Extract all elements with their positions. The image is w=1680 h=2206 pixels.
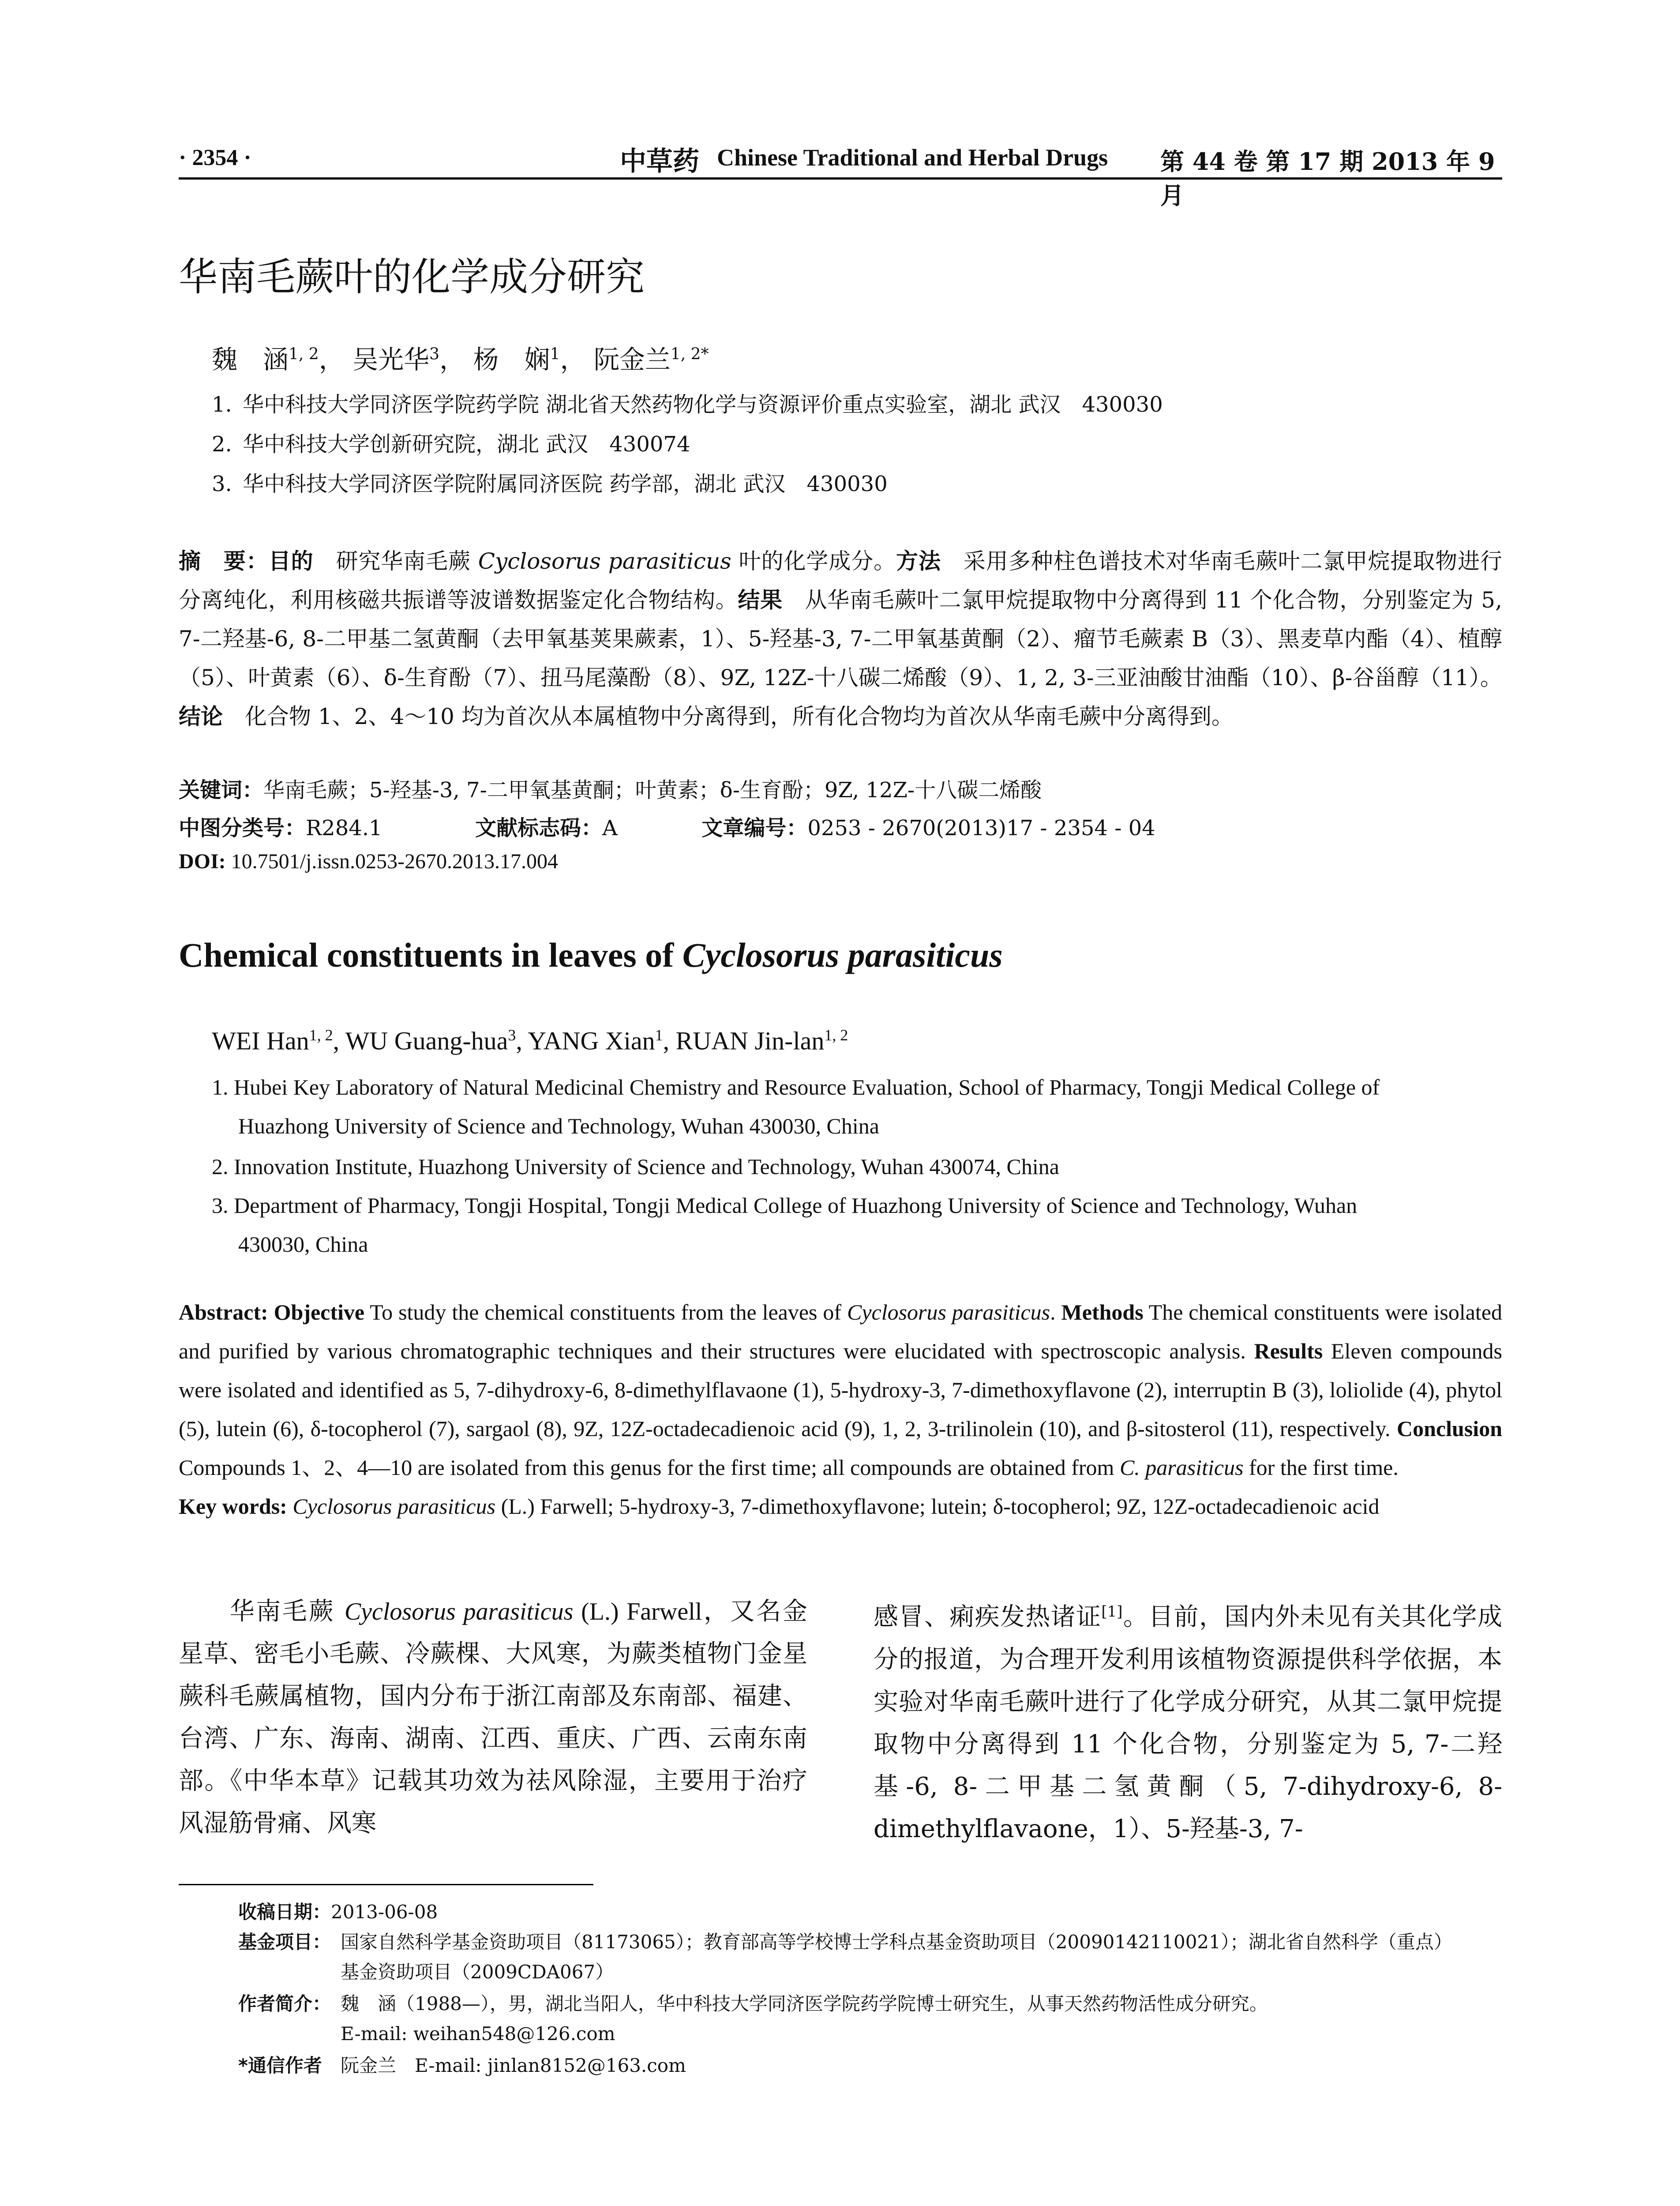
conclusion-label: 结论 xyxy=(179,704,223,729)
author-en: WEI Han xyxy=(212,1026,309,1055)
species-name: C. parasiticus xyxy=(1119,1455,1244,1480)
running-header xyxy=(179,140,1502,210)
keywords-cn: 关键词：华南毛蕨；5-羟基-3, 7-二甲氧基黄酮；叶黄素；δ-生育酚；9Z, 12Z-十八碳二烯酸 xyxy=(179,778,1042,803)
author-affil-sup: 1, 2* xyxy=(670,345,709,364)
authors-cn: 魏 涵$^{1, 2}$， 吴光华$^3$， 杨 娴$^1$， 阮金兰$^{1, 2*}$ xyxy=(212,345,709,375)
objective-label: 目的 xyxy=(268,548,314,574)
journal-issue: 第 44 卷 第 17 期 2013 年 9 月 xyxy=(1160,147,1495,210)
author-cn: 阮金兰 xyxy=(593,345,671,375)
doc-code: A xyxy=(602,816,618,840)
conclusion-label: Conclusion xyxy=(1397,1416,1502,1441)
title-en: Chemical constituents in leaves of Cyclosorus parasiticus xyxy=(179,936,1003,974)
author-email[interactable]: E-mail: weihan548@126.com xyxy=(341,2023,615,2045)
objective-label: Objective xyxy=(274,1300,365,1324)
abstract-cn: 摘 要：目的 研究华南毛蕨 Cyclosorus parasiticus 叶的化学成分。方法 采用多种柱色谱技术对华南毛蕨叶二氯甲烷提取物进行分离纯化，利用核磁共振谱等波谱数据鉴定化合物结构。结果 从华南毛蕨叶二氯甲烷提取物中分离得到 11 个化合物，分别鉴定为 5, 7-二羟基-6, 8-二甲基二氢黄酮（去甲氧基荚果蕨素，1）、5-羟基-3, 7-二甲氧基黄酮（2）、瘤节毛蕨素 B（3）、黑麦草内酯（4）、植醇（5）、叶黄素（6）、δ-生育酚（7）、扭马尾藻酚（8）、9Z, 12Z-十八碳二烯酸（9）、1, 2, 3-三亚油酸甘油酯（10）、β-谷甾醇（11）。结论 化合物 1、2、4～10 均为首次从本属植物中分离得到，所有化合物均为首次从华南毛蕨中分离得到。 xyxy=(179,548,1503,729)
article-number: 0253 - 2670(2013)17 - 2354 - 04 xyxy=(807,816,1155,840)
clc-number: R284.1 xyxy=(306,816,382,840)
keywords-en-label: Key words: xyxy=(179,1494,287,1519)
authors-en: WEI Han$^{1, 2}$, WU Guang-hua$^3$, YANG Xian$^1$, RUAN Jin-lan$^{1, 2}$ xyxy=(212,1026,848,1055)
footnote-author-label: 作者简介： xyxy=(238,1993,331,2015)
author-en: RUAN Jin-lan xyxy=(675,1026,825,1055)
species-name: Cyclosorus parasiticus xyxy=(847,1300,1050,1324)
footnote-divider xyxy=(179,1884,593,1885)
results-label: 结果 xyxy=(738,587,783,613)
footnote-fund: 国家自然科学基金资助项目（81173065）；教育部高等学校博士学科点基金资助项目（20090142110021）；湖北省自然科学（重点） 基金资助项目（2009CDA067） xyxy=(341,1931,1452,1983)
classification-line: 中图分类号：R284.1 文献标志码：A 文章编号：0253 - 2670(2013)17 - 2354 - 04 xyxy=(179,816,1155,840)
author-affil-sup: 3 xyxy=(508,1026,516,1044)
methods-label: Methods xyxy=(1061,1300,1144,1324)
doi-value[interactable]: 10.7501/j.issn.0253-2670.2013.17.004 xyxy=(225,850,559,873)
abstract-en: Abstract: Objective To study the chemical constituents from the leaves of Cyclosorus parasiticus. Methods The chemical constituents were isolated and purified by various chromatographic techniques and their structures were elucidated with spectroscopic analysis. Results Eleven compounds were isolated and identified as 5, 7-dihydroxy-6, 8-dimethylflavaone (1), 5-hydroxy-3, 7-dimethoxyflavone (2), interruptin B (3), loliolide (4), phytol (5), lutein (6), δ-tocopherol (7), sargaol (8), 9Z, 12Z-octadecadienoic acid (9), 1, 2, 3-trilinolein (10), and β-sitosterol (11), respectively. Conclusion Compounds 1、2、4—10 are isolated from this genus for the first time; all compounds are obtained from C. parasiticus for the first time. Key words: Cyclosorus parasiticus (L.) Farwell; 5-hydroxy-3, 7-dimethoxyflavone; lutein; δ-tocopherol; 9Z, 12Z-octadecadienoic acid xyxy=(179,1300,1503,1519)
author-affil-sup: 1 xyxy=(550,345,560,364)
author-affil-sup: 3 xyxy=(429,345,440,364)
species-name: Cyclosorus parasiticus xyxy=(478,548,731,574)
body-column-right: 感冒、痢疾发热诸证[1]。目前，国内外未见有关其化学成分的报道，为合理开发利用该植物资源提供科学依据，本实验对华南毛蕨叶进行了化学成分研究，从其二氯甲烷提取物中分离得到 11 个化合物，分别鉴定为 5, 7-二羟基-6, 8-二甲基二氢黄酮（5, 7-dihydroxy-6, 8-dimethylflavaone，1）、5-羟基-3, 7- xyxy=(874,1602,1503,1843)
author-affil-sup: 1 xyxy=(655,1026,663,1044)
species-name: Cyclosorus parasiticus xyxy=(292,1494,496,1519)
journal-name-en: Chinese Traditional and Herbal Drugs xyxy=(717,144,1108,171)
affiliation-en-1: 1. Hubei Key Laboratory of Natural Medicinal Chemistry and Resource Evaluation, School of Pharmacy, Tongji Medical College of Huazhong University of Science and Technology, Wuhan 430030, China xyxy=(212,1075,1380,1138)
species-name: Cyclosorus parasiticus xyxy=(344,1598,574,1625)
abstract-label: 摘 要： xyxy=(179,548,269,574)
abstract-label: Abstract: xyxy=(179,1300,268,1324)
author-cn: 魏 涵 xyxy=(212,345,289,375)
reference-citation[interactable]: [1] xyxy=(1101,1603,1123,1621)
footnote-corresponding: *通信作者 阮金兰 E-mail: jinlan8152@163.com xyxy=(238,2055,686,2076)
author-affil-sup: 1, 2 xyxy=(824,1026,848,1044)
doi-line: DOI: 10.7501/j.issn.0253-2670.2013.17.004 xyxy=(179,850,559,873)
keywords-en: (L.) Farwell; 5-hydroxy-3, 7-dimethoxyflavone; lutein; δ-tocopherol; 9Z, 12Z-octadecadienoic acid xyxy=(495,1494,1380,1519)
author-en: YANG Xian xyxy=(528,1026,655,1055)
header-divider xyxy=(179,177,1502,180)
author-en: WU Guang-hua xyxy=(345,1026,508,1055)
footnote-fund-label: 基金项目： xyxy=(238,1931,331,1953)
affiliation-cn-1: 1. 华中科技大学同济医学院药学院 湖北省天然药物化学与资源评价重点实验室，湖北 武汉 430030 xyxy=(212,392,1163,417)
footnote-received: 收稿日期：2013-06-08 xyxy=(238,1901,438,1923)
author-cn: 吴光华 xyxy=(352,345,430,375)
author-cn: 杨 娴 xyxy=(473,345,550,375)
affiliation-en-2: 2. Innovation Institute, Huazhong University of Science and Technology, Wuhan 430074, China xyxy=(212,1154,1059,1179)
journal-name-cn: 中草药 xyxy=(620,146,699,177)
author-affil-sup: 1, 2 xyxy=(289,345,319,364)
page-number: · 2354 · xyxy=(179,145,251,170)
affiliation-cn-3: 3. 华中科技大学同济医学院附属同济医院 药学部，湖北 武汉 430030 xyxy=(212,472,888,496)
footnote-author: 魏 涵（1988—），男，湖北当阳人，华中科技大学同济医学院药学院博士研究生，从事天然药物活性成分研究。 E-mail: weihan548@126.com xyxy=(341,1989,1501,2049)
affiliation-cn-2: 2. 华中科技大学创新研究院，湖北 武汉 430074 xyxy=(212,432,690,457)
corresponding-email[interactable]: 阮金兰 E-mail: jinlan8152@163.com xyxy=(322,2055,686,2076)
results-label: Results xyxy=(1254,1339,1323,1363)
body-column-left: 华南毛蕨 Cyclosorus parasiticus (L.) Farwell，又名金星草、密毛小毛蕨、冷蕨棵、大风寒，为蕨类植物门金星蕨科毛蕨属植物，国内分布于浙江南部及东南部、福建、台湾、广东、海南、湖南、江西、重庆、广西、云南东南部。《中华本草》记载其功效为祛风除湿，主要用于治疗风湿筋骨痛、风寒 xyxy=(179,1597,807,1837)
methods-label: 方法 xyxy=(896,548,941,574)
title-cn: 华南毛蕨叶的化学成分研究 xyxy=(179,254,645,300)
affiliation-en-3: 3. Department of Pharmacy, Tongji Hospital, Tongji Medical College of Huazhong University of Science and Technology, Wuhan 430030, China xyxy=(212,1193,1358,1257)
author-affil-sup: 1, 2 xyxy=(309,1026,333,1044)
species-name: Cyclosorus parasiticus xyxy=(682,936,1003,974)
